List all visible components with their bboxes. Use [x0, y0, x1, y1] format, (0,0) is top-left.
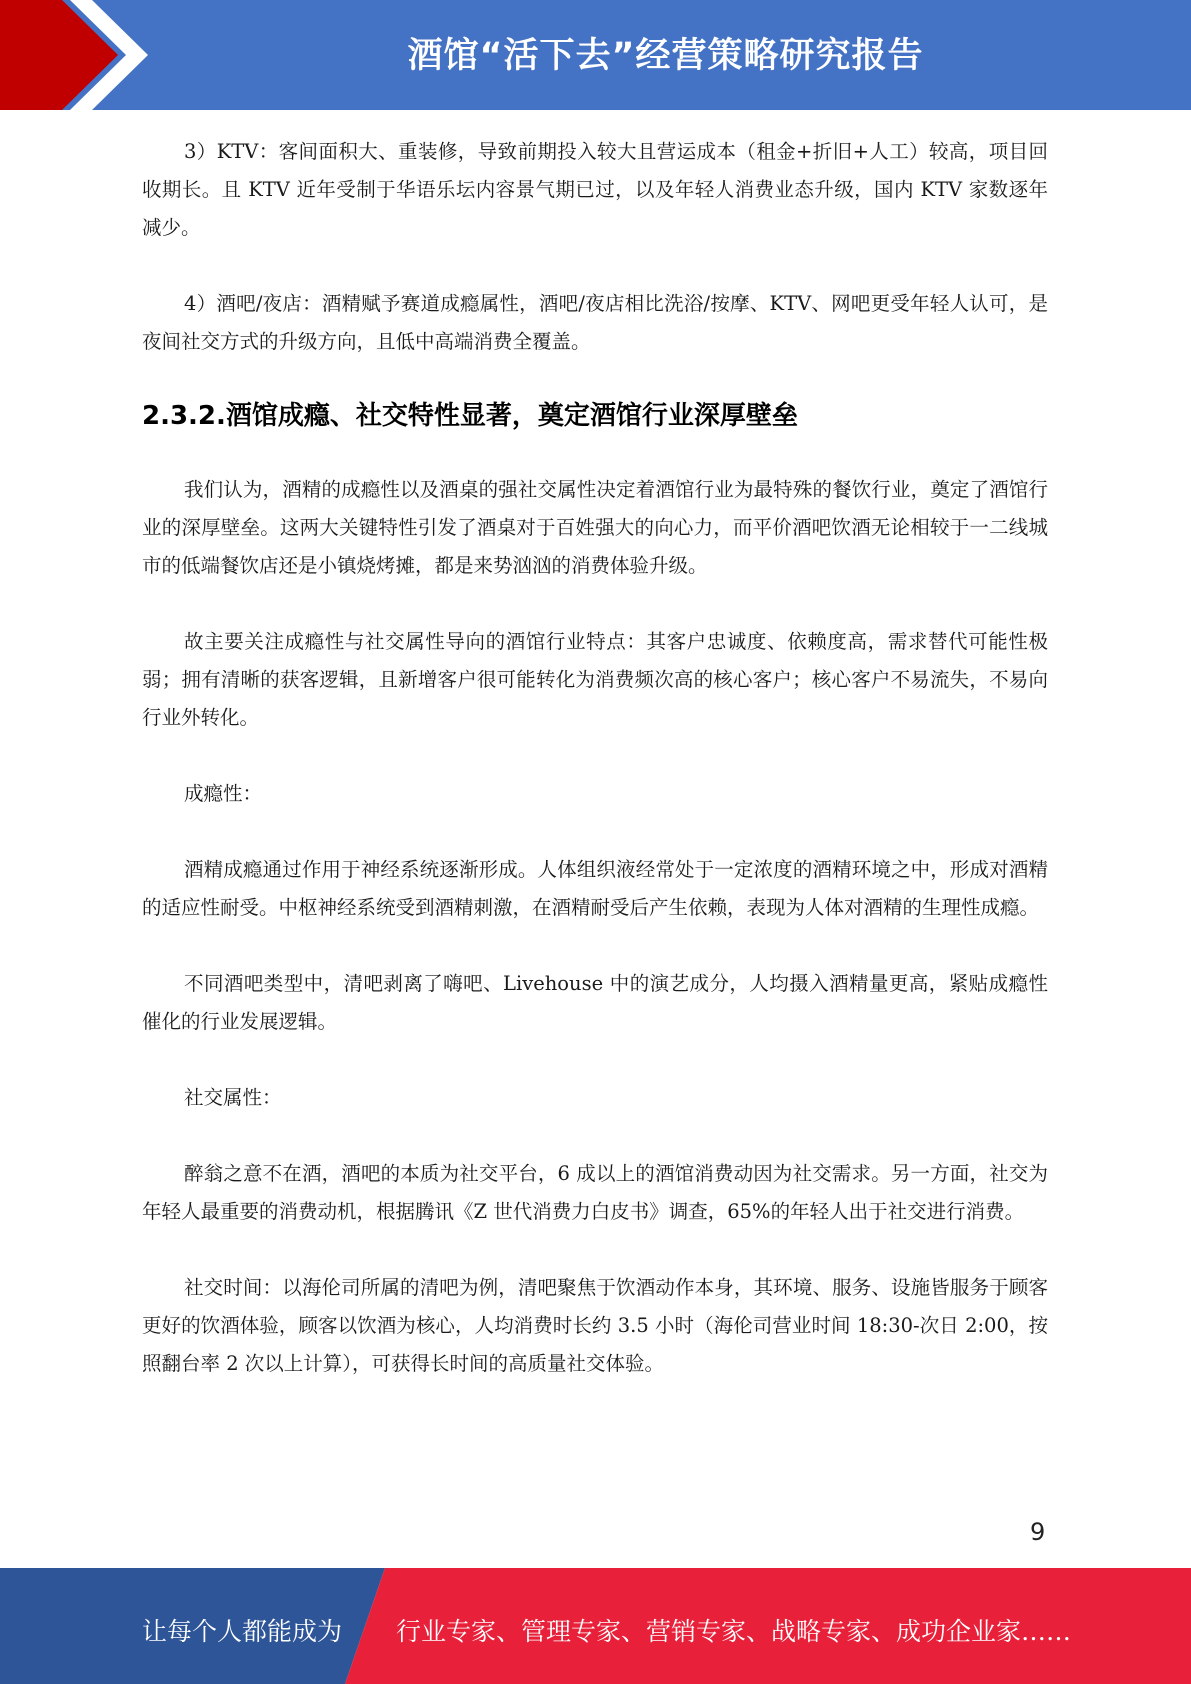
header-banner — [0, 0, 1191, 110]
paragraph-bar-types: 不同酒吧类型中，清吧剥离了嗨吧、Livehouse 中的演艺成分，人均摄入酒精量更高，紧贴成瘾性催化的行业发展逻辑。 — [142, 972, 1048, 1033]
paragraph-focus: 故主要关注成瘾性与社交属性导向的酒馆行业特点：其客户忠诚度、依赖度高，需求替代可能性极弱；拥有清晰的获客逻辑，且新增客户很可能转化为消费频次高的核心客户；核心客户不易流失，不易向行业外转化。 — [142, 630, 1048, 729]
footer-banner — [0, 1568, 1191, 1684]
paragraph-social-time: 社交时间：以海伦司所属的清吧为例，清吧聚焦于饮酒动作本身，其环境、服务、设施皆服务于顾客更好的饮酒体验，顾客以饮酒为核心，人均消费时长约 3.5 小时（海伦司营业时间 18:30-次日 2:00，按照翻台率 2 次以上计算），可获得长时间的高质量社交体验。 — [142, 1276, 1048, 1375]
page-number: 9 — [1030, 1518, 1046, 1546]
paragraph-bar-nightclub: 4）酒吧/夜店：酒精赋予赛道成瘾属性，酒吧/夜店相比洗浴/按摩、KTV、网吧更受年轻人认可，是夜间社交方式的升级方向，且低中高端消费全覆盖。 — [142, 292, 1048, 353]
paragraph-opinion: 我们认为，酒精的成瘾性以及酒桌的强社交属性决定着酒馆行业为最特殊的餐饮行业，奠定了酒馆行业的深厚壁垒。这两大关键特性引发了酒桌对于百姓强大的向心力，而平价酒吧饮酒无论相较于一二线城市的低端餐饮店还是小镇烧烤摊，都是来势汹汹的消费体验升级。 — [142, 478, 1048, 577]
footer-slogan-left: 让每个人都能成为 — [142, 1617, 343, 1646]
paragraph-addiction-label: 成瘾性： — [184, 782, 263, 805]
paragraph-social-label: 社交属性： — [184, 1086, 282, 1109]
paragraph-social: 醉翁之意不在酒，酒吧的本质为社交平台，6 成以上的酒馆消费动因为社交需求。另一方面，社交为年轻人最重要的消费动机，根据腾讯《Z 世代消费力白皮书》调查，65%的年轻人出于社交进行消费。 — [142, 1162, 1048, 1223]
footer-slogan-right: 行业专家、管理专家、营销专家、战略专家、成功企业家…… — [396, 1617, 1072, 1646]
section-heading: 2.3.2.酒馆成瘾、社交特性显著，奠定酒馆行业深厚壁垒 — [142, 401, 798, 431]
paragraph-ktv: 3）KTV：客间面积大、重装修，导致前期投入较大且营运成本（租金+折旧+人工）较高，项目回收期长。且 KTV 近年受制于华语乐坛内容景气期已过，以及年轻人消费业态升级，国内 KTV 家数逐年减少。 — [142, 140, 1048, 239]
paragraph-addiction: 酒精成瘾通过作用于神经系统逐渐形成。人体组织液经常处于一定浓度的酒精环境之中，形成对酒精的适应性耐受。中枢神经系统受到酒精刺激，在酒精耐受后产生依赖，表现为人体对酒精的生理性成瘾。 — [142, 858, 1048, 919]
page-content — [142, 133, 1048, 1383]
report-title: 酒馆“活下去”经营策略研究报告 — [407, 36, 924, 76]
